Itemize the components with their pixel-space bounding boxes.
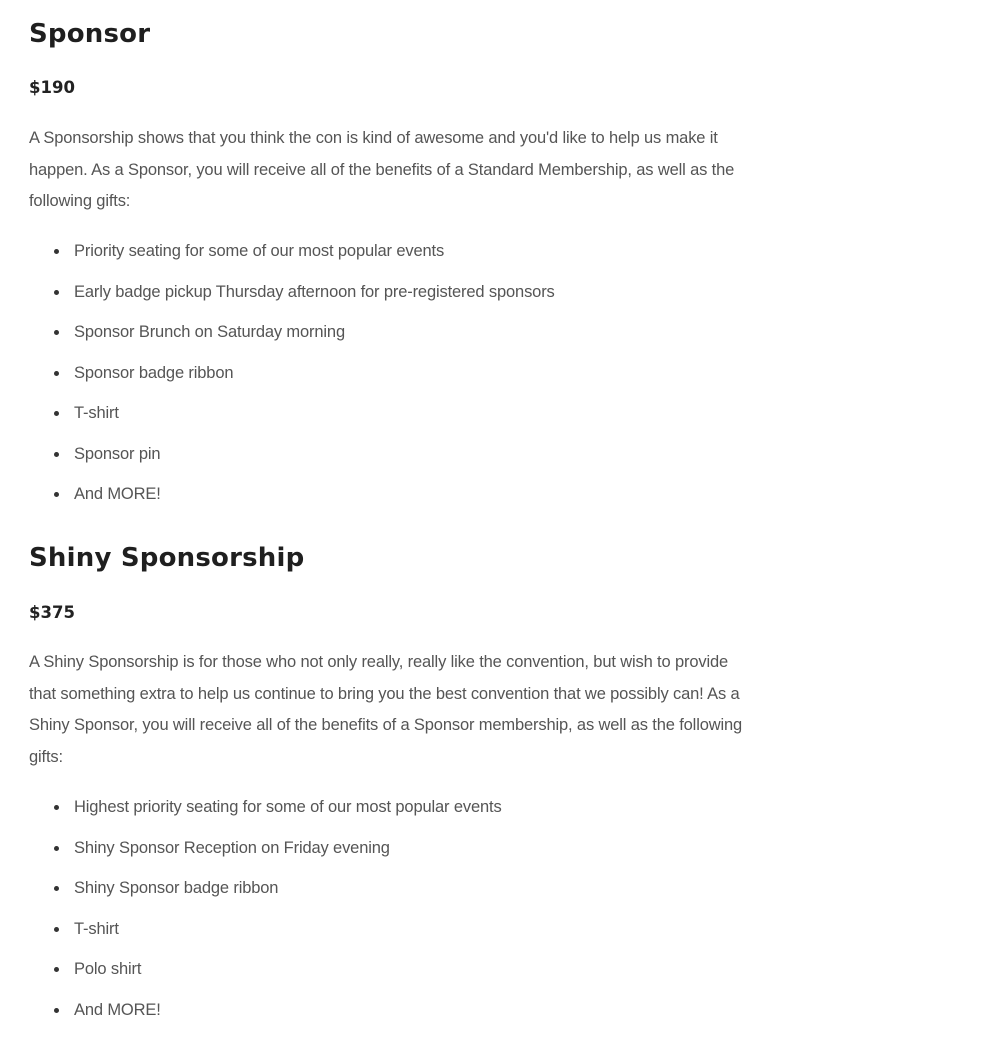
bullet-icon [54,1008,59,1013]
list-item [29,282,749,323]
bullet-icon [54,330,59,335]
list-item [29,838,749,879]
benefit-text: Early badge pickup Thursday afternoon for pre-registered sponsors [74,283,555,301]
bullet-icon [54,886,59,891]
benefit-text: Highest priority seating for some of our most popular events [74,798,502,816]
sponsor-benefits-list [29,241,749,525]
sponsor-description: A Sponsorship shows that you think the con is kind of awesome and you'd like to help us make it happen. As a Sponsor, you will receive all of the benefits of a Standard Membership, as well as the following gifts: [29,123,749,218]
benefit-text: T-shirt [74,920,119,938]
bullet-icon [54,371,59,376]
bullet-icon [54,967,59,972]
bullet-icon [54,805,59,810]
list-item [29,797,749,838]
benefit-text: Shiny Sponsor badge ribbon [74,879,278,897]
benefit-text: Shiny Sponsor Reception on Friday evening [74,839,390,857]
list-item [29,919,749,960]
benefit-text: Sponsor Brunch on Saturday morning [74,323,345,341]
bullet-icon [54,290,59,295]
bullet-icon [54,452,59,457]
list-item [29,363,749,404]
list-item [29,241,749,282]
benefit-text: Sponsor badge ribbon [74,364,233,382]
list-item [29,1000,749,1040]
bullet-icon [54,411,59,416]
shiny-sponsorship-description: A Shiny Sponsorship is for those who not only really, really like the convention, but wish to provide that something extra to help us continue to bring you the best convention that we possibly can! As a Shiny Sponsor, you will receive all of the benefits of a Sponsor membership, as well as the following gifts: [29,647,749,773]
sponsor-title: Sponsor [29,19,150,49]
shiny-sponsorship-benefits-list [29,797,749,1040]
bullet-icon [54,927,59,932]
list-item [29,484,749,525]
sponsor-price: $190 [29,78,75,98]
benefit-text: And MORE! [74,485,161,503]
shiny-sponsorship-price: $375 [29,603,75,623]
list-item [29,322,749,363]
bullet-icon [54,846,59,851]
benefit-text: T-shirt [74,404,119,422]
list-item [29,403,749,444]
benefit-text: Sponsor pin [74,445,160,463]
list-item [29,878,749,919]
benefit-text: And MORE! [74,1001,161,1019]
benefit-text: Polo shirt [74,960,141,978]
bullet-icon [54,492,59,497]
bullet-icon [54,249,59,254]
shiny-sponsorship-title: Shiny Sponsorship [29,543,304,573]
benefit-text: Priority seating for some of our most popular events [74,242,444,260]
list-item [29,959,749,1000]
list-item [29,444,749,485]
